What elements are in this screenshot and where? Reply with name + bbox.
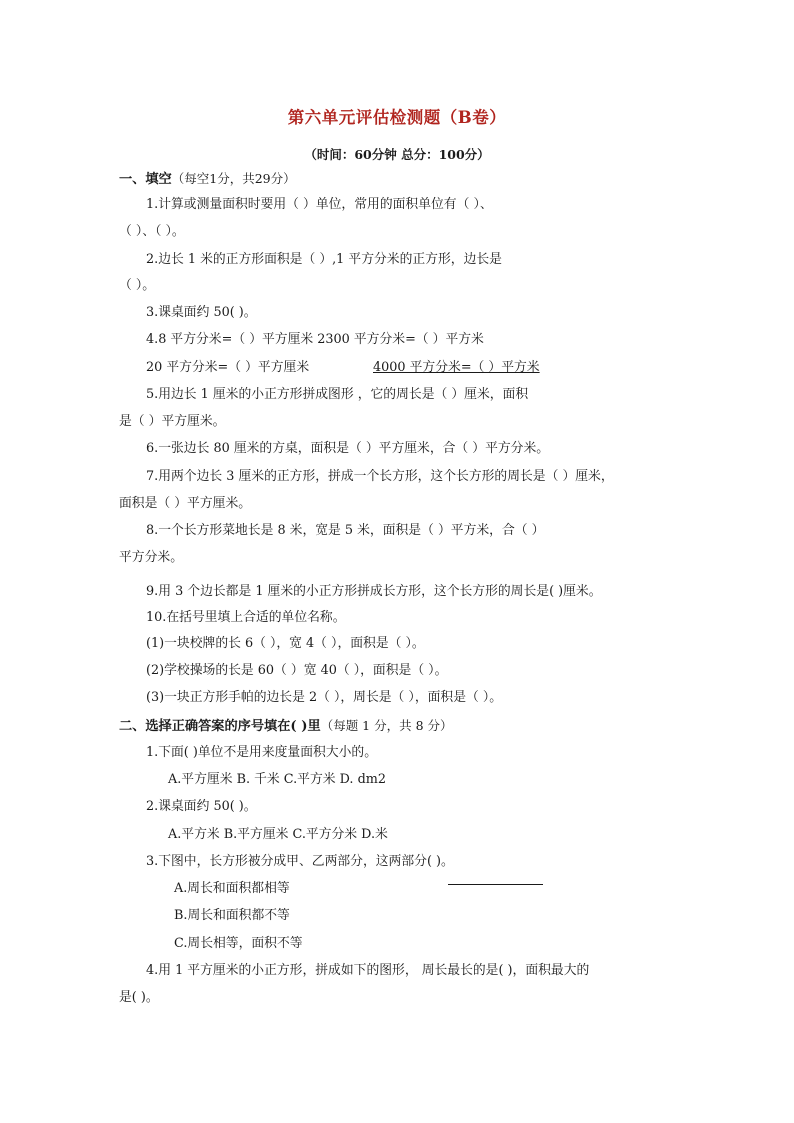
question-line: (2)学校操场的长是 60（ ）宽 40（ ），面积是（ ）。 <box>146 663 448 678</box>
question-line: 4000 平方分米=（ ）平方米 <box>373 360 540 375</box>
question-line: 3.课桌面约 50( )。 <box>146 305 257 320</box>
section1-heading <box>119 170 296 189</box>
question-line: 10.在括号里填上合适的单位名称。 <box>146 610 346 625</box>
question-line: (3)一块正方形手帕的边长是 2（ ），周长是（ ），面积是（ ）。 <box>146 690 503 705</box>
question-line: 面积是（ ）平方厘米。 <box>119 496 252 511</box>
section1-note: （每空1分，共29分） <box>171 171 296 186</box>
choice-line: C.周长相等，面积不等 <box>174 936 303 951</box>
question-line: （ ）。 <box>119 278 156 293</box>
question-line: 7.用两个边长 3 厘米的正方形，拼成一个长方形，这个长方形的周长是（ ）厘米， <box>146 469 614 484</box>
figure-line <box>448 884 543 885</box>
question-line: 1.下面( )单位不是用来度量面积大小的。 <box>146 745 378 760</box>
choice-line: A.周长和面积都相等 <box>174 881 290 896</box>
question-line: 2.课桌面约 50( )。 <box>146 799 257 814</box>
question-line: 4.用 1 平方厘米的小正方形，拼成如下的图形， 周长最长的是( )，面积最大的 <box>146 963 590 978</box>
question-line: 8.一个长方形菜地长是 8 米，宽是 5 米，面积是（ ）平方米，合（ ） <box>146 523 545 538</box>
question-line: （ ）、（ ）。 <box>119 224 185 239</box>
choice-line: B.周长和面积都不等 <box>174 908 290 923</box>
question-line: 是（ ）平方厘米。 <box>119 414 226 429</box>
page-title: 第六单元评估检测题（B卷） <box>287 108 507 127</box>
question-line: 3.下图中，长方形被分成甲、乙两部分，这两部分( )。 <box>146 854 454 869</box>
question-line: 6.一张边长 80 厘米的方桌，面积是（ ）平方厘米，合（ ）平方分米。 <box>146 441 550 456</box>
section2-title: 二、选择正确答案的序号填在( )里 <box>119 719 321 734</box>
section2-note: （每题 1 分，共 8 分） <box>320 718 453 733</box>
choice-line: A.平方米 B.平方厘米 C.平方分米 D.米 <box>168 827 388 842</box>
question-line: 20 平方分米=（ ）平方厘米 <box>146 360 310 375</box>
section1-title: 一、填空 <box>119 172 172 187</box>
question-line: 4.8 平方分米=（ ）平方厘米 2300 平方分米=（ ）平方米 <box>146 332 484 347</box>
question-line: 平方分米。 <box>119 550 183 565</box>
page-subtitle: （时间：60分钟 总分：100分） <box>304 147 490 162</box>
choice-line: A.平方厘米 B. 千米 C.平方米 D. dm2 <box>168 772 387 787</box>
question-line: 1.计算或测量面积时要用（ ）单位，常用的面积单位有（ ）、 <box>146 197 493 212</box>
question-line: 是( )。 <box>119 990 159 1005</box>
section2-heading <box>119 717 453 736</box>
question-line: 9.用 3 个边长都是 1 厘米的小正方形拼成长方形，这个长方形的周长是( )厘米。 <box>146 584 602 599</box>
question-line: 5.用边长 1 厘米的小正方形拼成图形 ，它的周长是（ ）厘米，面积 <box>146 387 529 402</box>
question-line: (1)一块校牌的长 6（ ），宽 4（ ），面积是（ ）。 <box>146 636 425 651</box>
question-line: 2.边长 1 米的正方形面积是（ ）,1 平方分米的正方形，边长是 <box>146 252 502 267</box>
